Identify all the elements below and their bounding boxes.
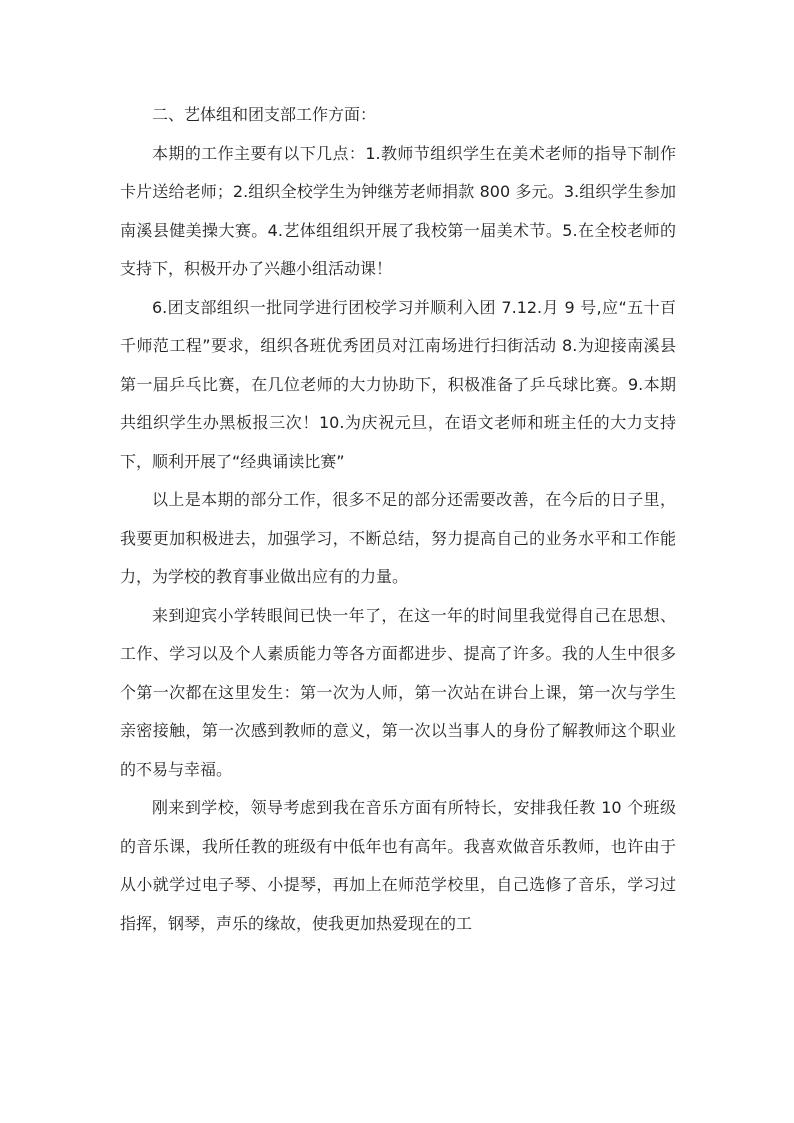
paragraph-league-work-items: 6.团支部组织一批同学进行团校学习并顺利入团 7.12.月 9 号,应“五十百千师范工程”要求，组织各班优秀团员对江南场进行扫街活动 8.为迎接南溪县第一届乒乓比赛，在几位老师的大力协助下，积极准备了乒乓球比赛。9.本期共组织学生办黑板报三次！10.为庆祝元旦，在语文老师和班主任的大力支持下，顺利开展了“经典诵读比赛” [120, 297, 676, 471]
section-heading: 二、艺体组和团支部工作方面： [152, 105, 377, 124]
paragraph-art-work-items: 本期的工作主要有以下几点：1.教师节组织学生在美术老师的指导下制作卡片送给老师；2.组织全校学生为钟继芳老师捐款 800 多元。3.组织学生参加南溪县健美操大赛。4.艺体组组织开展了我校第一届美术节。5.在全校老师的支持下，积极开办了兴趣小组活动课！ [120, 143, 676, 278]
document-body [120, 96, 676, 943]
paragraph-summary: 以上是本期的部分工作，很多不足的部分还需要改善，在今后的日子里，我要更加积极进去，加强学习，不断总结，努力提高自己的业务水平和工作能力，为学校的教育事业做出应有的力量。 [120, 490, 676, 586]
paragraph-reflection: 来到迎宾小学转眼间已快一年了，在这一年的时间里我觉得自己在思想、工作、学习以及个人素质能力等各方面都进步、提高了许多。我的人生中很多个第一次都在这里发生：第一次为人师，第一次站在讲台上课，第一次与学生亲密接触，第一次感到教师的意义，第一次以当事人的身份了解教师这个职业的不易与幸福。 [120, 605, 676, 779]
paragraph-music-teaching: 刚来到学校，领导考虑到我在音乐方面有所特长，安排我任教 10 个班级的音乐课，我所任教的班级有中低年也有高年。我喜欢做音乐教师，也许由于从小就学过电子琴、小提琴，再加上在师范学校里，自己选修了音乐，学习过指挥，钢琴，声乐的缘故，使我更加热爱现在的工 [120, 798, 676, 933]
